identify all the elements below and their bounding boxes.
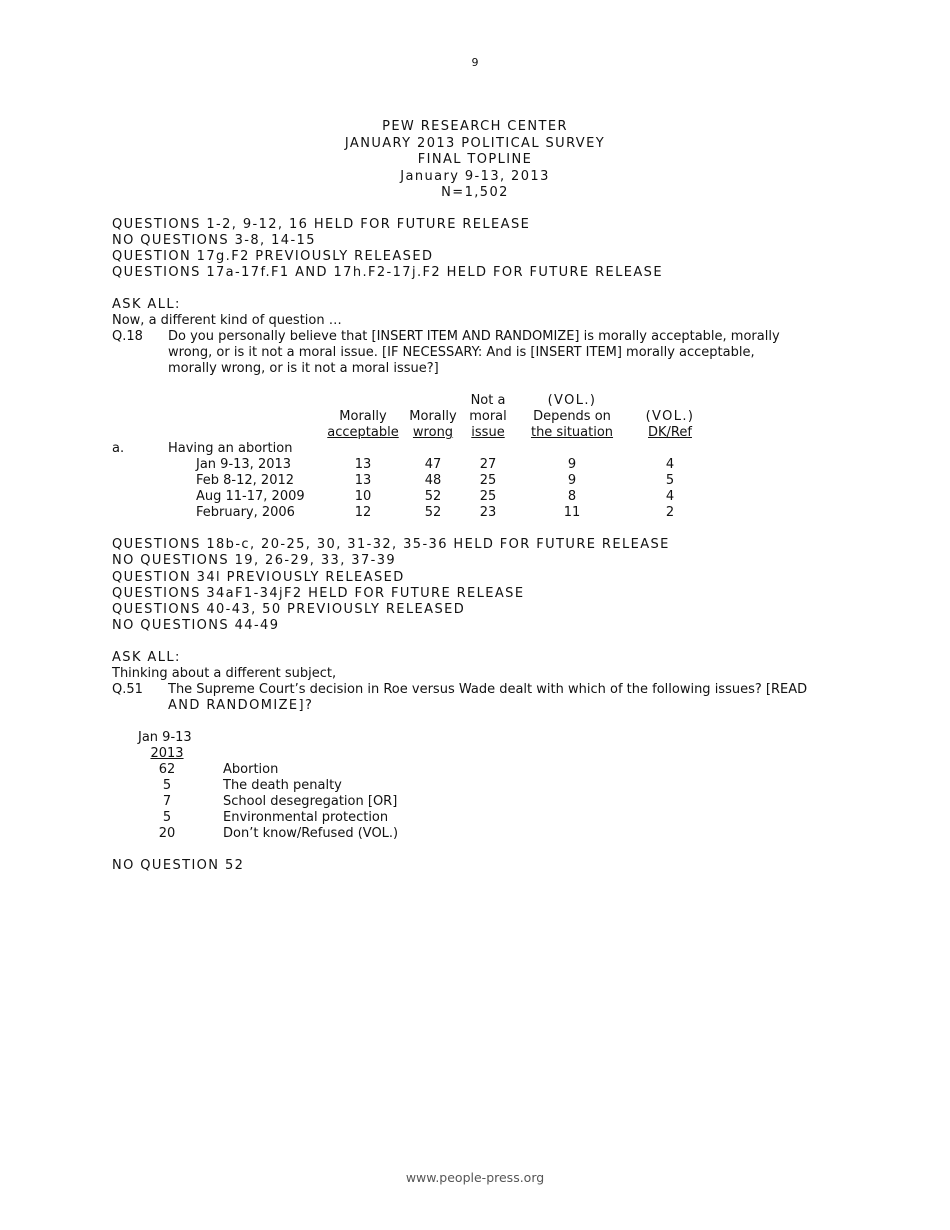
column-header-line: Depends on [533, 409, 611, 424]
release-note: NO QUESTIONS 19, 26-29, 33, 37-39 [112, 553, 397, 568]
response-value: 62 [158, 762, 176, 777]
header-topline: FINAL TOPLINE [417, 152, 533, 167]
ask-all-label: ASK ALL: [112, 297, 181, 312]
cell-value: 5 [665, 473, 675, 488]
header-dates: January 9-13, 2013 [400, 169, 550, 184]
row-date: Jan 9-13, 2013 [196, 457, 292, 472]
cell-value: 12 [354, 505, 372, 520]
header-sample-size: N=1,502 [441, 185, 509, 200]
header-survey: JANUARY 2013 POLITICAL SURVEY [344, 136, 606, 151]
cell-value: 9 [567, 457, 577, 472]
release-note: QUESTIONS 17a-17f.F1 AND 17h.F2-17j.F2 HELD FOR FUTURE RELEASE [112, 265, 663, 280]
cell-value: 11 [563, 505, 581, 520]
column-header-line: (VOL.) [547, 393, 597, 408]
cell-value: 4 [665, 457, 675, 472]
question-intro: Thinking about a different subject, [112, 666, 337, 681]
column-header-year: 2013 [150, 746, 184, 761]
cell-value: 27 [479, 457, 497, 472]
column-header-line: moral [469, 409, 507, 424]
question-text-line: wrong, or is it not a moral issue. [IF NECESSARY: And is [INSERT ITEM] morally acceptable, [168, 345, 755, 360]
column-header-depends: the situation [530, 425, 614, 440]
response-value: 5 [162, 778, 172, 793]
cell-value: 13 [354, 457, 372, 472]
final-note: NO QUESTION 52 [112, 858, 245, 873]
response-value: 20 [158, 826, 176, 841]
release-note: NO QUESTIONS 44-49 [112, 618, 280, 633]
column-header-wrong: wrong [412, 425, 454, 440]
cell-value: 48 [424, 473, 442, 488]
release-note: QUESTIONS 40-43, 50 PREVIOUSLY RELEASED [112, 602, 466, 617]
column-header-acceptable: acceptable [327, 425, 399, 440]
release-note: QUESTION 34l PREVIOUSLY RELEASED [112, 570, 405, 585]
item-letter: a. [112, 441, 125, 456]
question-text-line: The Supreme Court’s decision in Roe versus Wade dealt with which of the following issues? [READ [168, 682, 808, 697]
row-date: Feb 8-12, 2012 [196, 473, 295, 488]
column-header-dk-ref: DK/Ref [648, 425, 692, 440]
cell-value: 2 [665, 505, 675, 520]
column-header-not-moral: issue [471, 425, 505, 440]
cell-value: 25 [479, 473, 497, 488]
column-header-line: Morally [339, 409, 387, 424]
row-date: Aug 11-17, 2009 [196, 489, 305, 504]
cell-value: 13 [354, 473, 372, 488]
release-note: QUESTIONS 1-2, 9-12, 16 HELD FOR FUTURE RELEASE [112, 217, 531, 232]
cell-value: 47 [424, 457, 442, 472]
column-header-line: Not a [470, 393, 506, 408]
footer-url[interactable]: www.people-press.org [405, 1170, 545, 1185]
release-note: NO QUESTIONS 3-8, 14-15 [112, 233, 316, 248]
cell-value: 25 [479, 489, 497, 504]
cell-value: 10 [354, 489, 372, 504]
question-number: Q.51 [112, 682, 143, 697]
question-intro: Now, a different kind of question … [112, 313, 342, 328]
column-header-line: (VOL.) [645, 409, 695, 424]
column-header-line: Morally [409, 409, 457, 424]
page-number: 9 [471, 56, 479, 69]
cell-value: 8 [567, 489, 577, 504]
cell-value: 4 [665, 489, 675, 504]
response-value: 7 [162, 794, 172, 809]
release-note: QUESTION 17g.F2 PREVIOUSLY RELEASED [112, 249, 434, 264]
column-header-date: Jan 9-13 [138, 730, 192, 745]
question-text-line: Do you personally believe that [INSERT ITEM AND RANDOMIZE] is morally acceptable, morally [168, 329, 780, 344]
cell-value: 23 [479, 505, 497, 520]
release-note: QUESTIONS 18b-c, 20-25, 30, 31-32, 35-36 HELD FOR FUTURE RELEASE [112, 537, 670, 552]
cell-value: 52 [424, 505, 442, 520]
response-label: Don’t know/Refused (VOL.) [223, 826, 399, 841]
row-date: February, 2006 [196, 505, 295, 520]
question-text-line: AND RANDOMIZE]? [168, 698, 314, 713]
question-text-line: morally wrong, or is it not a moral issue?] [168, 361, 439, 376]
cell-value: 52 [424, 489, 442, 504]
response-label: The death penalty [223, 778, 342, 793]
release-note: QUESTIONS 34aF1-34jF2 HELD FOR FUTURE RELEASE [112, 586, 525, 601]
item-label: Having an abortion [168, 441, 293, 456]
ask-all-label: ASK ALL: [112, 650, 181, 665]
response-label: Environmental protection [223, 810, 389, 825]
cell-value: 9 [567, 473, 577, 488]
header-org: PEW RESEARCH CENTER [382, 119, 568, 134]
response-label: School desegregation [OR] [223, 794, 398, 809]
question-number: Q.18 [112, 329, 143, 344]
response-label: Abortion [223, 762, 279, 777]
response-value: 5 [162, 810, 172, 825]
